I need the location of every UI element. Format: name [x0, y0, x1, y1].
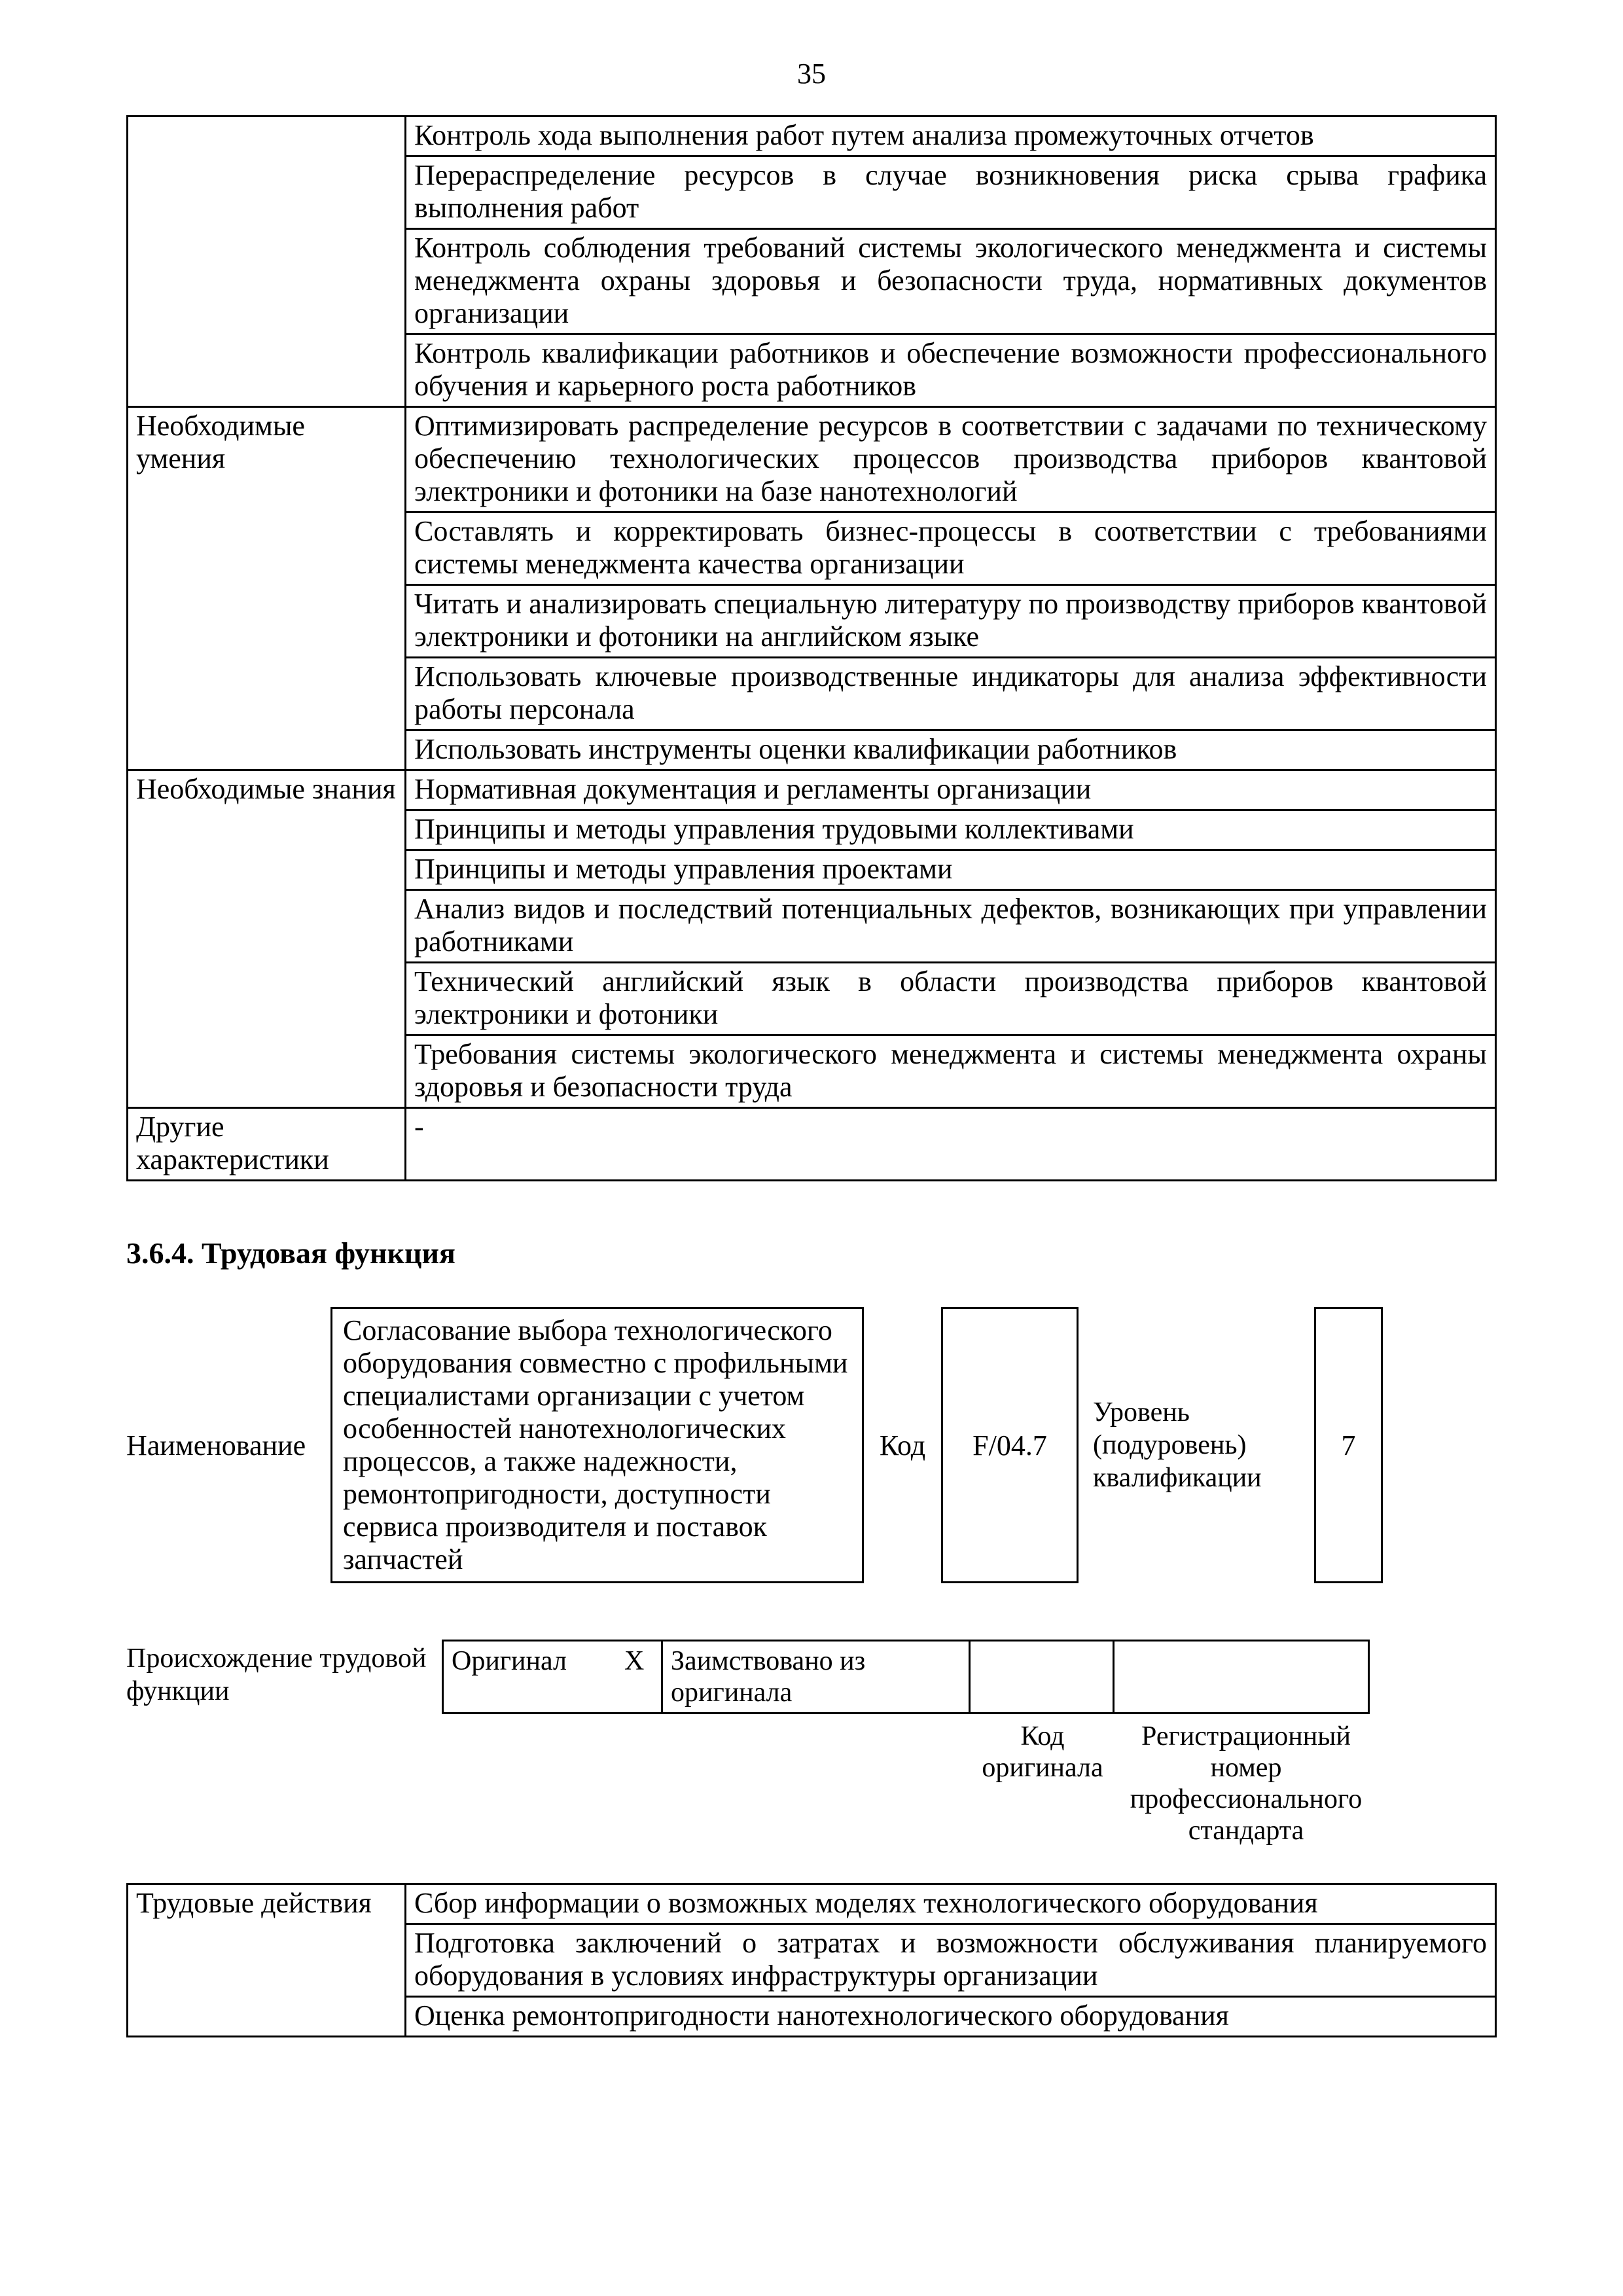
origin-original-cell	[443, 1641, 662, 1713]
function-name-value: Согласование выбора технологического оборудования совместно с профильными специалистами организации с учетом особенностей нанотехнологических процессов, а также надежности, ремонтопригодности, доступности сервиса производителя и поставок запчастей	[330, 1307, 864, 1583]
other-characteristics-label: Другие характеристики	[128, 1108, 406, 1181]
table-cell: -	[406, 1108, 1496, 1181]
section-heading: 3.6.4. Трудовая функция	[126, 1236, 455, 1270]
continuation-label-cell	[128, 117, 406, 407]
table-cell: Нормативная документация и регламенты организации	[406, 770, 1496, 810]
labor-actions-label: Трудовые действия	[128, 1884, 406, 2037]
table-cell: Анализ видов и последствий потенциальных дефектов, возникающих при управлении работниками	[406, 890, 1496, 963]
labor-actions-table	[126, 1883, 1497, 2037]
table-cell: Использовать ключевые производственные индикаторы для анализа эффективности работы персонала	[406, 658, 1496, 730]
table-cell: Составлять и корректировать бизнес-процессы в соответствии с требованиями системы менеджмента качества организации	[406, 512, 1496, 585]
table-cell: Оптимизировать распределение ресурсов в соответствии с задачами по техническому обеспечению технологических процессов производства приборов квантовой электроники и фотоники на базе нанотехнологий	[406, 407, 1496, 512]
table-cell: Оценка ремонтопригодности нанотехнологического оборудования	[406, 1997, 1496, 2037]
function-name-label: Наименование	[126, 1429, 306, 1462]
origin-original-mark: X	[624, 1646, 645, 1676]
origin-code-empty-cell	[970, 1641, 1114, 1713]
table-cell: Контроль квалификации работников и обеспечение возможности профессионального обучения и карьерного роста работников	[406, 334, 1496, 407]
table-cell: Читать и анализировать специальную литературу по производству приборов квантовой электроники и фотоники на английском языке	[406, 585, 1496, 658]
skills-knowledge-table	[126, 115, 1497, 1181]
function-level-label: Уровень (подуровень) квалификации	[1093, 1397, 1262, 1493]
table-row	[128, 117, 1496, 156]
origin-table	[442, 1640, 1370, 1714]
page-number: 35	[797, 58, 826, 90]
table-cell: Контроль соблюдения требований системы экологического менеджмента и системы менеджмента охраны здоровья и безопасности труда, нормативных документов организации	[406, 229, 1496, 334]
origin-borrowed-cell: Заимствовано из оригинала	[662, 1641, 970, 1713]
origin-code-caption: Код оригинала	[982, 1721, 1103, 1783]
table-cell: Требования системы экологического менеджмента и системы менеджмента охраны здоровья и безопасности труда	[406, 1035, 1496, 1108]
origin-block	[126, 1640, 1497, 1714]
function-header	[126, 1307, 1497, 1583]
function-code-value: F/04.7	[941, 1307, 1079, 1583]
table-cell: Контроль хода выполнения работ путем анализа промежуточных отчетов	[406, 117, 1496, 156]
origin-label: Происхождение трудовой функции	[126, 1643, 427, 1706]
origin-reg-caption: Регистрационный номер профессионального стандарта	[1130, 1721, 1363, 1846]
origin-captions	[126, 1721, 1497, 1846]
necessary-knowledge-label: Необходимые знания	[128, 770, 406, 1108]
necessary-skills-label: Необходимые умения	[128, 407, 406, 770]
table-cell: Технический английский язык в области производства приборов квантовой электроники и фотоники	[406, 963, 1496, 1035]
table-cell: Сбор информации о возможных моделях технологического оборудования	[406, 1884, 1496, 1924]
table-cell: Принципы и методы управления проектами	[406, 850, 1496, 890]
table-row	[128, 770, 1496, 810]
table-row	[128, 407, 1496, 512]
table-cell: Перераспределение ресурсов в случае возникновения риска срыва графика выполнения работ	[406, 156, 1496, 229]
origin-original-label: Оригинал	[452, 1646, 567, 1676]
table-cell: Принципы и методы управления трудовыми коллективами	[406, 810, 1496, 850]
table-row	[128, 1884, 1496, 1924]
table-row	[128, 1108, 1496, 1181]
table-cell: Использовать инструменты оценки квалификации работников	[406, 730, 1496, 770]
origin-reg-empty-cell	[1114, 1641, 1369, 1713]
function-level-value: 7	[1314, 1307, 1383, 1583]
function-code-label: Код	[879, 1429, 926, 1462]
table-cell: Подготовка заключений о затратах и возможности обслуживания планируемого оборудования в условиях инфраструктуры организации	[406, 1924, 1496, 1997]
table-row	[443, 1641, 1369, 1713]
